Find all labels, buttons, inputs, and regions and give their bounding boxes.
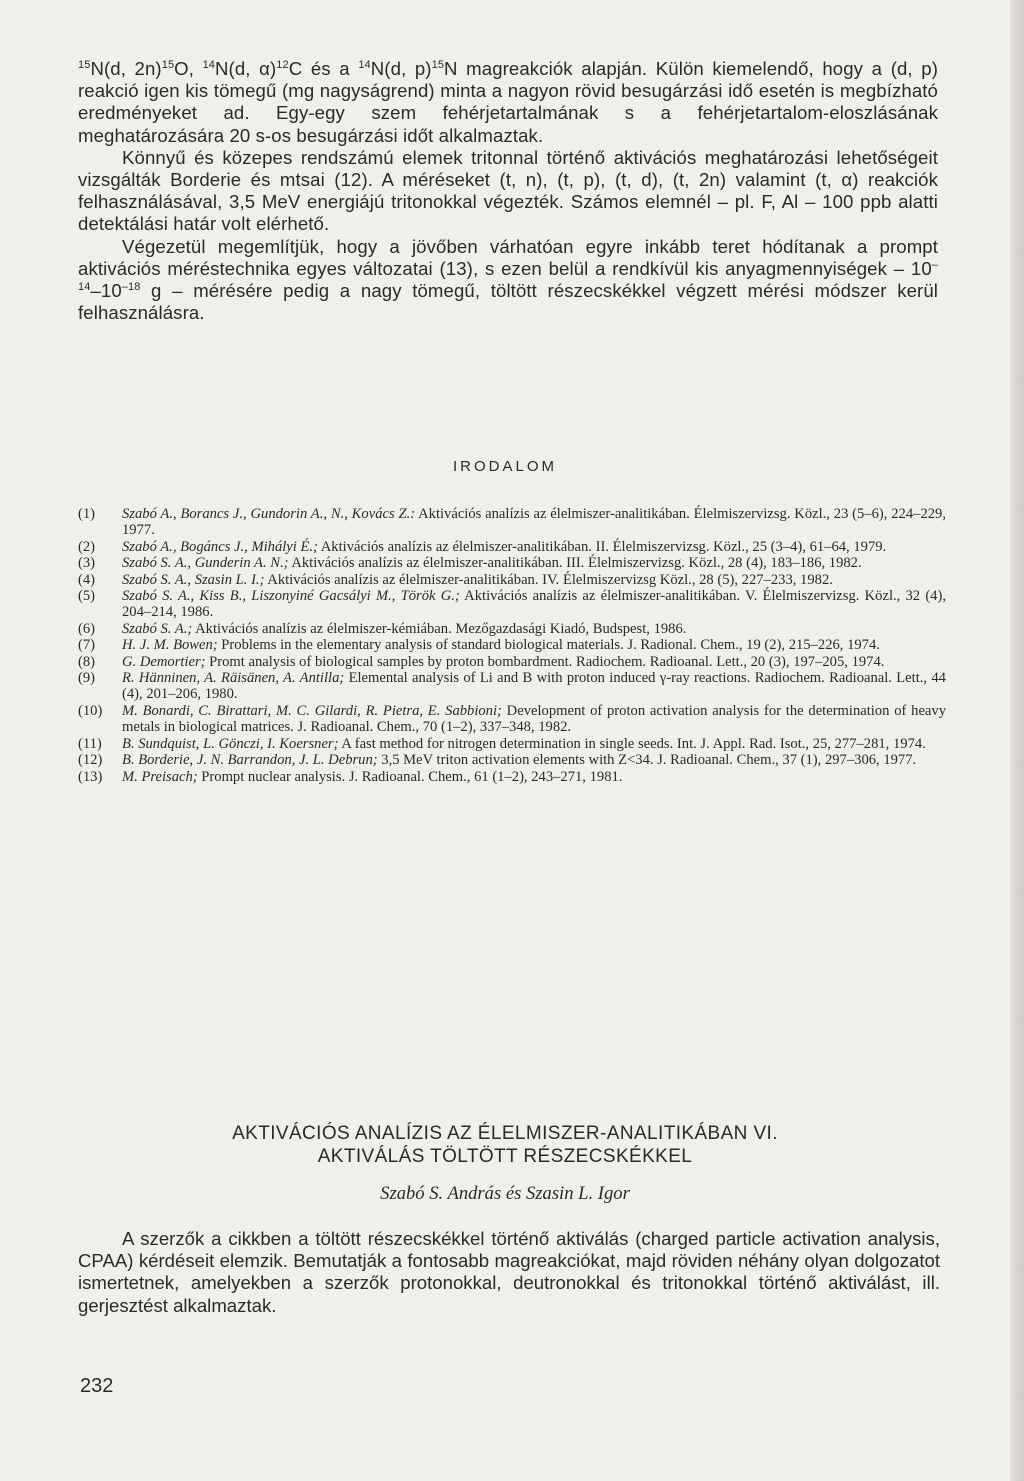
page-edge: [1010, 0, 1024, 1481]
text-run: –10: [90, 280, 122, 302]
superscript: 15: [161, 58, 175, 71]
reference-item: [78, 654, 946, 670]
reference-authors: Szabó S. A., Szasin L. I.;: [122, 571, 265, 588]
reference-authors: Szabó A., Bogáncs J., Mihályi É.;: [122, 538, 318, 555]
reference-authors: Szabó S. A.;: [122, 620, 193, 637]
reference-item: [78, 506, 946, 539]
superscript: 15: [431, 58, 445, 71]
reference-text: Prompt nuclear analysis. J. Radioanal. Chem., 61 (1–2), 243–271, 1981.: [197, 768, 623, 785]
reference-item: [78, 621, 946, 637]
reference-item: [78, 736, 946, 752]
reference-item: [78, 752, 946, 768]
reference-authors: M. Preisach;: [122, 768, 198, 785]
reference-authors: Szabó S. A., Gunderin A. N.;: [122, 555, 289, 572]
reference-text: Aktivációs analízis az élelmiszer-analitikában. III. Élelmiszervizsg. Közl., 28 (4), 183–186, 1982.: [288, 555, 862, 572]
reference-item: [78, 539, 946, 555]
reference-item: [78, 588, 946, 621]
reference-item: [78, 703, 946, 736]
paragraph-2: Könnyű és közepes rendszámú elemek tritonnal történő aktivációs meghatározási lehetőségeit vizsgálták Borderie és mtsai (12). A méréseket (t, n), (t, p), (t, d), (t, 2n) valamint (t, α) reakciók felhasználásával, 3,5 MeV energiájú tritonokkal végezték. Számos elemnél – pl. F, Al – 100 ppb alatti detektálási határ volt elérhető.: [78, 146, 938, 235]
text-run: C és a: [288, 58, 359, 79]
article-title-line-1: AKTIVÁCIÓS ANALÍZIS AZ ÉLELMISZER-ANALITIKÁBAN VI.: [232, 1123, 778, 1144]
reference-number: (2): [78, 538, 96, 555]
reference-number: (7): [78, 637, 96, 654]
text-run: N magreakciók alapján. Külön kiemelendő, hogy a (d, p) reakció igen kis tömegű (mg nagyságrend) minta a nagyon rövid besugárzási idő esetén is megbízható eredményeket ad. Egy-egy szem fehérjetartalmának s a fehérjetartalom-eloszlásának meghatározására 20 s-os besugárzási időt alkalmaztak.: [78, 58, 939, 146]
reference-number: (9): [78, 670, 96, 687]
page-number: 232: [80, 1375, 114, 1397]
reference-authors: G. Demortier;: [122, 653, 206, 670]
text-run: O,: [174, 58, 203, 79]
text-run: N(d, α): [215, 58, 277, 79]
reference-text: Problems in the elementary analysis of standard biological materials. J. Radional. Chem., 19 (2), 215–226, 1974.: [217, 637, 880, 654]
body-text: [78, 58, 938, 324]
superscript: 15: [78, 58, 91, 71]
reference-text: Aktivációs analízis az élelmiszer-analitikában. Élelmiszervizsg. Közl., 23 (5–6), 224–229, 1977.: [122, 506, 946, 539]
reference-item: [78, 670, 946, 703]
text-run: Végezetül megemlítjük, hogy a jövőben várhatóan egyre inkább teret hódítanak a prompt aktivációs méréstechnika egyes változatai (13), s ezen belül a rendkívül kis anyagmennyiségek – 10: [78, 235, 938, 279]
article-title-line-2: AKTIVÁLÁS TÖLTÖTT RÉSZECSKÉKKEL: [317, 1146, 693, 1167]
reference-text: 3,5 MeV triton activation elements with Z<34. J. Radioanal. Chem., 37 (1), 297–306, 1977.: [377, 752, 917, 769]
reference-number: (13): [78, 768, 103, 785]
reference-number: (5): [78, 588, 96, 605]
references-list: [78, 506, 946, 785]
reference-text: Aktivációs analízis az élelmiszer-analitikában. IV. Élelmiszervizsg Közl., 28 (5), 227–233, 1982.: [264, 571, 833, 588]
reference-authors: Szabó S. A., Kiss B., Liszonyiné Gacsályi M., Török G.;: [122, 588, 460, 605]
reference-text: Development of proton activation analysis for the determination of heavy metals in biological matrices. J. Radioanal. Chem., 70 (1–2), 337–348, 1982.: [122, 702, 946, 736]
reference-text: Promt analysis of biological samples by proton bombardment. Radiochem. Radioanal. Lett., 20 (3), 197–205, 1974.: [205, 653, 885, 670]
reference-item: [78, 572, 946, 588]
reference-authors: M. Bonardi, C. Birattari, M. C. Gilardi, R. Pietra, E. Sabbioni;: [122, 702, 502, 719]
reference-text: Elemental analysis of Li and B with proton induced γ-ray reactions. Radiochem. Radioanal. Lett., 44 (4), 201–206, 1980.: [122, 670, 946, 703]
reference-text: A fast method for nitrogen determination in single seeds. Int. J. Appl. Rad. Isot., 25, 277–281, 1974.: [338, 735, 926, 752]
reference-number: (6): [78, 620, 96, 637]
abstract-paragraph: A szerzők a cikkben a töltött részecskékkel történő aktiválás (charged particle activation analysis, CPAA) kérdéseit elemzik. Bemutatják a fontosabb magreakciókat, majd röviden néhány olyan dolgozatot ismertetnek, amelyekben a szerzők protonokkal, deutronokkal és tritonokkal történő aktiválást, ill. gerjesztést alkalmaztak.: [78, 1228, 940, 1316]
reference-authors: B. Borderie, J. N. Barrandon, J. L. Debrun;: [122, 752, 378, 769]
article-abstract: [78, 1228, 940, 1317]
reference-number: (10): [78, 702, 103, 719]
reference-number: (1): [78, 506, 96, 522]
reference-number: (3): [78, 555, 96, 572]
reference-item: [78, 637, 946, 653]
superscript: –18: [121, 280, 141, 293]
paragraph-3: [78, 236, 938, 325]
reference-number: (8): [78, 653, 96, 670]
reference-number: (12): [78, 752, 103, 769]
reference-authors: Szabó A., Borancs J., Gundorin A., N., Kovács Z.:: [122, 506, 416, 522]
paragraph-1: [78, 58, 938, 147]
superscript: –14: [78, 258, 938, 293]
reference-authors: B. Sundquist, L. Gönczi, I. Koersner;: [122, 735, 339, 752]
reference-text: Aktivációs analízis az élelmiszer-kémiában. Mezőgazdasági Kiadó, Budspest, 1986.: [192, 620, 687, 637]
text-run: N(d, 2n): [90, 58, 162, 79]
reference-number: (4): [78, 571, 96, 588]
reference-item: [78, 769, 946, 785]
article-title: [0, 1122, 1010, 1168]
reference-authors: R. Hänninen, A. Räisänen, A. Antilla;: [122, 670, 345, 687]
references-heading: IRODALOM: [452, 458, 557, 475]
reference-authors: H. J. M. Bowen;: [122, 637, 218, 654]
reference-text: Aktivációs analízis az élelmiszer-analitikában. II. Élelmiszervizsg. Közl., 25 (3–4), 61–64, 1979.: [317, 538, 887, 555]
superscript: 14: [202, 58, 216, 71]
text-run: g – mérésére pedig a nagy tömegű, töltött részecskékkel végzett mérési módszer kerül felhasználásra.: [78, 280, 938, 324]
reference-text: Aktivációs analízis az élelmiszer-analitikában. V. Élelmiszervizsg. Közl., 32 (4), 204–214, 1986.: [122, 588, 946, 621]
reference-item: [78, 555, 946, 571]
article-authors: Szabó S. András és Szasin L. Igor: [380, 1183, 630, 1204]
text-run: N(d, p): [370, 58, 432, 79]
superscript: 14: [358, 58, 371, 71]
reference-number: (11): [78, 735, 102, 752]
superscript: 12: [276, 58, 289, 71]
